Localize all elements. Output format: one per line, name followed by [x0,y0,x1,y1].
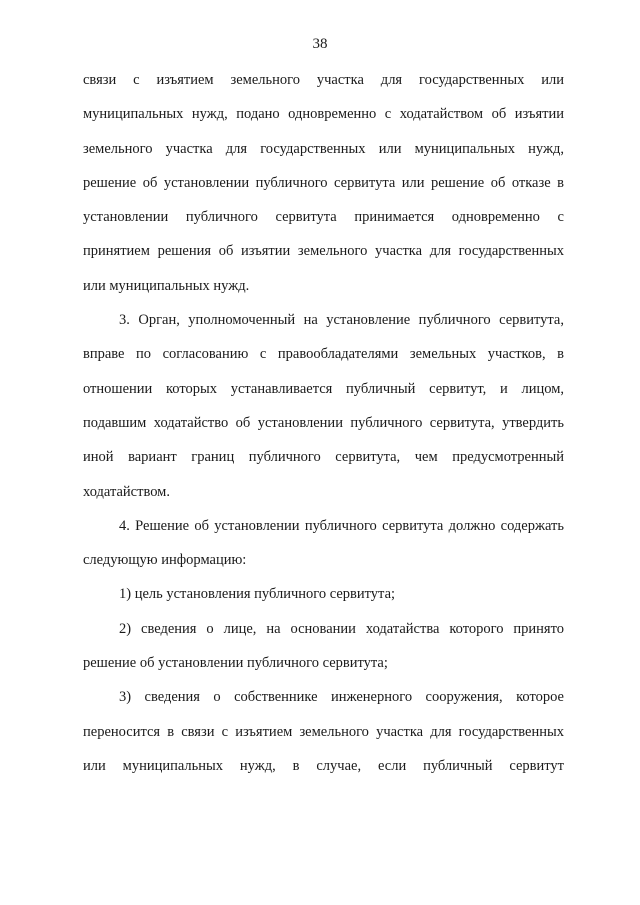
paragraph-3 [83,303,564,509]
list-item-1 [83,577,564,611]
text-line: 1) цель установления публичного сервитута; [119,586,396,603]
text-line: связи с изъятием земельного участка для государственных или [83,72,564,88]
text-line: решение об установлении публичного сервитута; [83,655,388,672]
text-line: иной вариант границ публичного сервитута, чем предусмотренный [83,449,564,466]
list-item-2 [83,612,564,681]
text-line: ходатайством. [83,483,170,500]
text-line: 3. Орган, уполномоченный на установление публичного сервитута, [119,312,564,329]
text-line: принятием решения об изъятии земельного участка для государственных [83,243,564,260]
list-item-3 [83,680,564,783]
text-line: земельного участка для государственных или муниципальных нужд, [83,140,564,157]
page-number: 38 [312,36,328,52]
text-line: или муниципальных нужд. [83,277,250,294]
paragraph-continuation [83,63,564,303]
text-line: установлении публичного сервитута принимается одновременно с [83,209,564,226]
text-line: муниципальных нужд, подано одновременно с ходатайством об изъятии [83,106,564,123]
text-line: следующую информацию: [83,552,247,569]
text-line: переносится в связи с изъятием земельного участка для государственных [83,723,564,740]
document-body [83,63,564,783]
text-line: 2) сведения о лице, на основании ходатайства которого принято [119,620,564,637]
text-line: 3) сведения о собственнике инженерного сооружения, которое [119,689,564,706]
text-line: 4. Решение об установлении публичного сервитута должно содержать [119,517,564,534]
text-line: или муниципальных нужд, в случае, если публичный сервитут [83,757,564,774]
text-line: подавшим ходатайство об установлении публичного сервитута, утвердить [83,414,564,431]
text-line: решение об установлении публичного сервитута или решение об отказе в [83,174,564,191]
text-line: вправе по согласованию с правообладателями земельных участков, в [83,346,564,363]
paragraph-4 [83,509,564,578]
text-line: отношении которых устанавливается публичный сервитут, и лицом, [83,380,564,397]
